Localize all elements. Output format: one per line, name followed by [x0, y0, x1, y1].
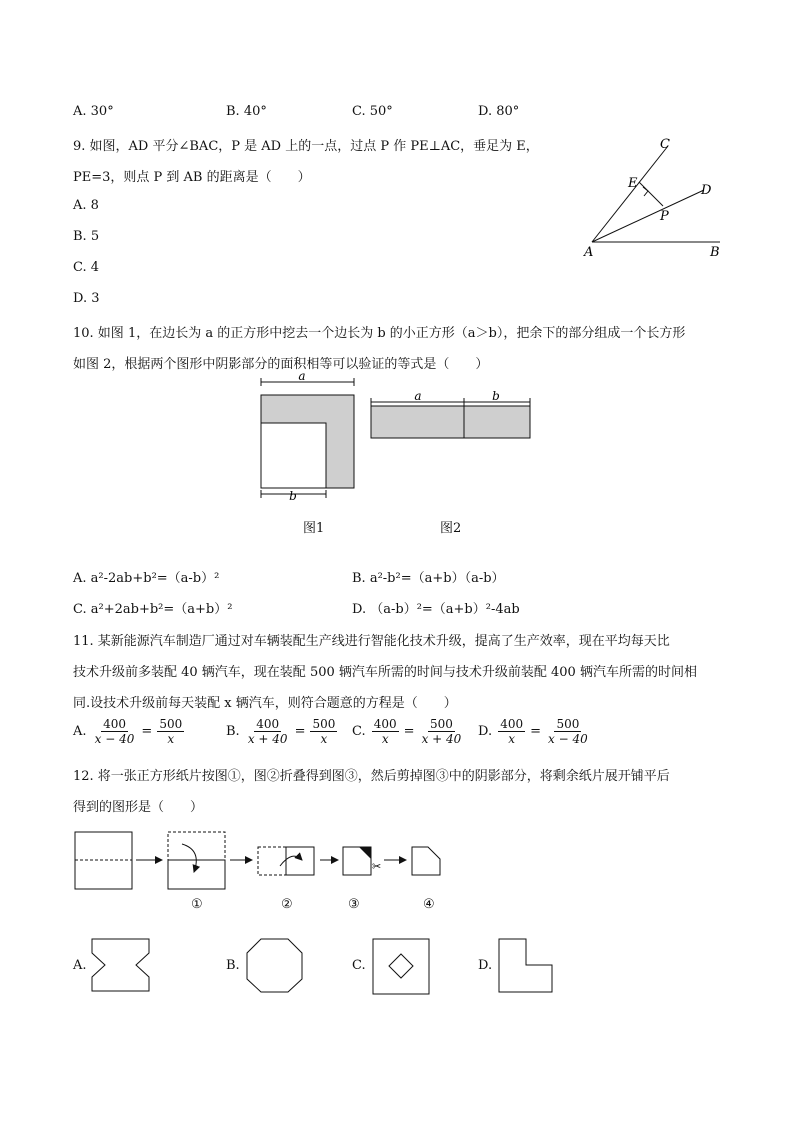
q12-option-a-shape[interactable] — [90, 937, 152, 995]
q8-option-a[interactable]: A. 30° — [73, 104, 114, 119]
q11-d-right-den: x − 40 — [548, 732, 588, 746]
q11-a-equals: = — [141, 724, 153, 739]
q11-a-right-den: x — [167, 732, 175, 746]
q11-option-d[interactable] — [478, 717, 592, 746]
q9-angle-figure — [570, 130, 740, 265]
q9-label-d: D — [701, 183, 712, 198]
q12-step-label-4: ④ — [423, 897, 435, 912]
q11-c-left-den: x — [381, 732, 389, 746]
q12-step-label-1: ① — [191, 897, 203, 912]
q12-option-d-shape[interactable] — [496, 937, 558, 995]
q10-option-a[interactable]: A. a²-2ab+b²=（a-b）² — [73, 571, 220, 586]
q11-c-equals: = — [403, 724, 415, 739]
q12-stem-line2: 得到的图形是（ ） — [73, 800, 204, 815]
q11-d-left-den: x — [508, 732, 516, 746]
q10-stem-line1: 10. 如图 1，在边长为 a 的正方形中挖去一个边长为 b 的小正方形（a＞b），把余下的部分组成一个长方形 — [73, 326, 686, 341]
q11-b-right-num: 500 — [312, 717, 336, 731]
q10-option-c[interactable]: C. a²+2ab+b²=（a+b）² — [73, 602, 233, 617]
q10-fig2-label-a: a — [414, 389, 422, 403]
q12-option-c-letter[interactable]: C. — [352, 958, 366, 973]
q12-stem-line1: 12. 将一张正方形纸片按图①，图②折叠得到图③，然后剪掉图③中的阴影部分，将剩余纸片展开铺平后 — [73, 769, 670, 784]
q9-label-e: E — [628, 176, 638, 191]
q10-option-b[interactable]: B. a²-b²=（a+b）（a-b） — [352, 571, 505, 586]
q12-folding-steps — [70, 826, 450, 896]
q10-figure-1 — [255, 369, 365, 503]
q11-option-c-letter: C. — [352, 724, 366, 739]
q12-option-c-shape[interactable] — [370, 937, 432, 995]
q9-option-d[interactable]: D. 3 — [73, 291, 100, 306]
q11-c-right-den: x + 40 — [421, 732, 462, 746]
q12-option-b-letter[interactable]: B. — [226, 958, 240, 973]
q12-option-d-letter[interactable]: D. — [478, 958, 493, 973]
q12-step-label-3: ③ — [348, 897, 360, 912]
q11-d-equals: = — [530, 724, 542, 739]
q11-c-left-num: 400 — [373, 717, 397, 731]
q9-option-a[interactable]: A. 8 — [73, 198, 99, 213]
q11-b-right-den: x — [320, 732, 328, 746]
q11-option-c[interactable] — [352, 717, 465, 746]
q10-fig1-caption: 图1 — [303, 521, 325, 536]
scissors-icon: ✂ — [372, 860, 382, 873]
q11-option-d-letter: D. — [478, 724, 493, 739]
q10-fig1-label-a: a — [298, 369, 306, 383]
q10-fig2-caption: 图2 — [440, 521, 462, 536]
q11-stem-line3: 同.设技术升级前每天装配 x 辆汽车，则符合题意的方程是（ ） — [73, 696, 457, 711]
q10-fig2-label-b: b — [492, 389, 500, 403]
q11-option-a[interactable] — [73, 717, 186, 746]
q11-a-right-num: 500 — [159, 717, 183, 731]
q11-c-right-num: 500 — [429, 717, 453, 731]
q10-fig1-label-b: b — [289, 489, 297, 503]
q10-stem-line2: 如图 2，根据两个图形中阴影部分的面积相等可以验证的等式是（ ） — [73, 357, 489, 372]
q9-option-c[interactable]: C. 4 — [73, 260, 100, 275]
q11-option-a-letter: A. — [73, 724, 87, 739]
q11-stem-line1: 11. 某新能源汽车制造厂通过对车辆装配生产线进行智能化技术升级，提高了生产效率，现在平均每天比 — [73, 634, 670, 649]
q11-b-left-num: 400 — [256, 717, 280, 731]
q8-option-c[interactable]: C. 50° — [352, 104, 393, 119]
q11-stem-line2: 技术升级前多装配 40 辆汽车，现在装配 500 辆汽车所需的时间与技术升级前装配 400 辆汽车所需的时间相 — [73, 665, 697, 680]
q9-label-c: C — [660, 137, 670, 152]
q10-figure-2 — [368, 389, 538, 444]
q11-option-b[interactable] — [226, 717, 339, 746]
q8-option-d[interactable]: D. 80° — [478, 104, 520, 119]
q9-stem-line2: PE=3，则点 P 到 AB 的距离是（ ） — [73, 170, 311, 185]
q11-b-equals: = — [294, 724, 306, 739]
q11-a-left-num: 400 — [103, 717, 126, 731]
q11-b-left-den: x + 40 — [247, 732, 288, 746]
q9-option-b[interactable]: B. 5 — [73, 229, 100, 244]
q10-option-d[interactable]: D. （a-b）²=（a+b）²-4ab — [352, 602, 520, 617]
q9-label-p: P — [660, 209, 669, 224]
q11-d-right-num: 500 — [556, 717, 580, 731]
q12-option-a-letter[interactable]: A. — [73, 958, 87, 973]
q12-step-label-2: ② — [281, 897, 293, 912]
q12-option-b-shape[interactable] — [244, 937, 306, 995]
q8-option-b[interactable]: B. 40° — [226, 104, 267, 119]
q11-option-b-letter: B. — [226, 724, 240, 739]
q11-d-left-num: 400 — [500, 717, 524, 731]
q9-label-b: B — [710, 245, 720, 260]
q9-stem-line1: 9. 如图，AD 平分∠BAC，P 是 AD 上的一点，过点 P 作 PE⊥AC，垂足为 E， — [73, 139, 539, 154]
q11-a-left-den: x − 40 — [94, 732, 135, 746]
q9-label-a: A — [584, 245, 594, 260]
